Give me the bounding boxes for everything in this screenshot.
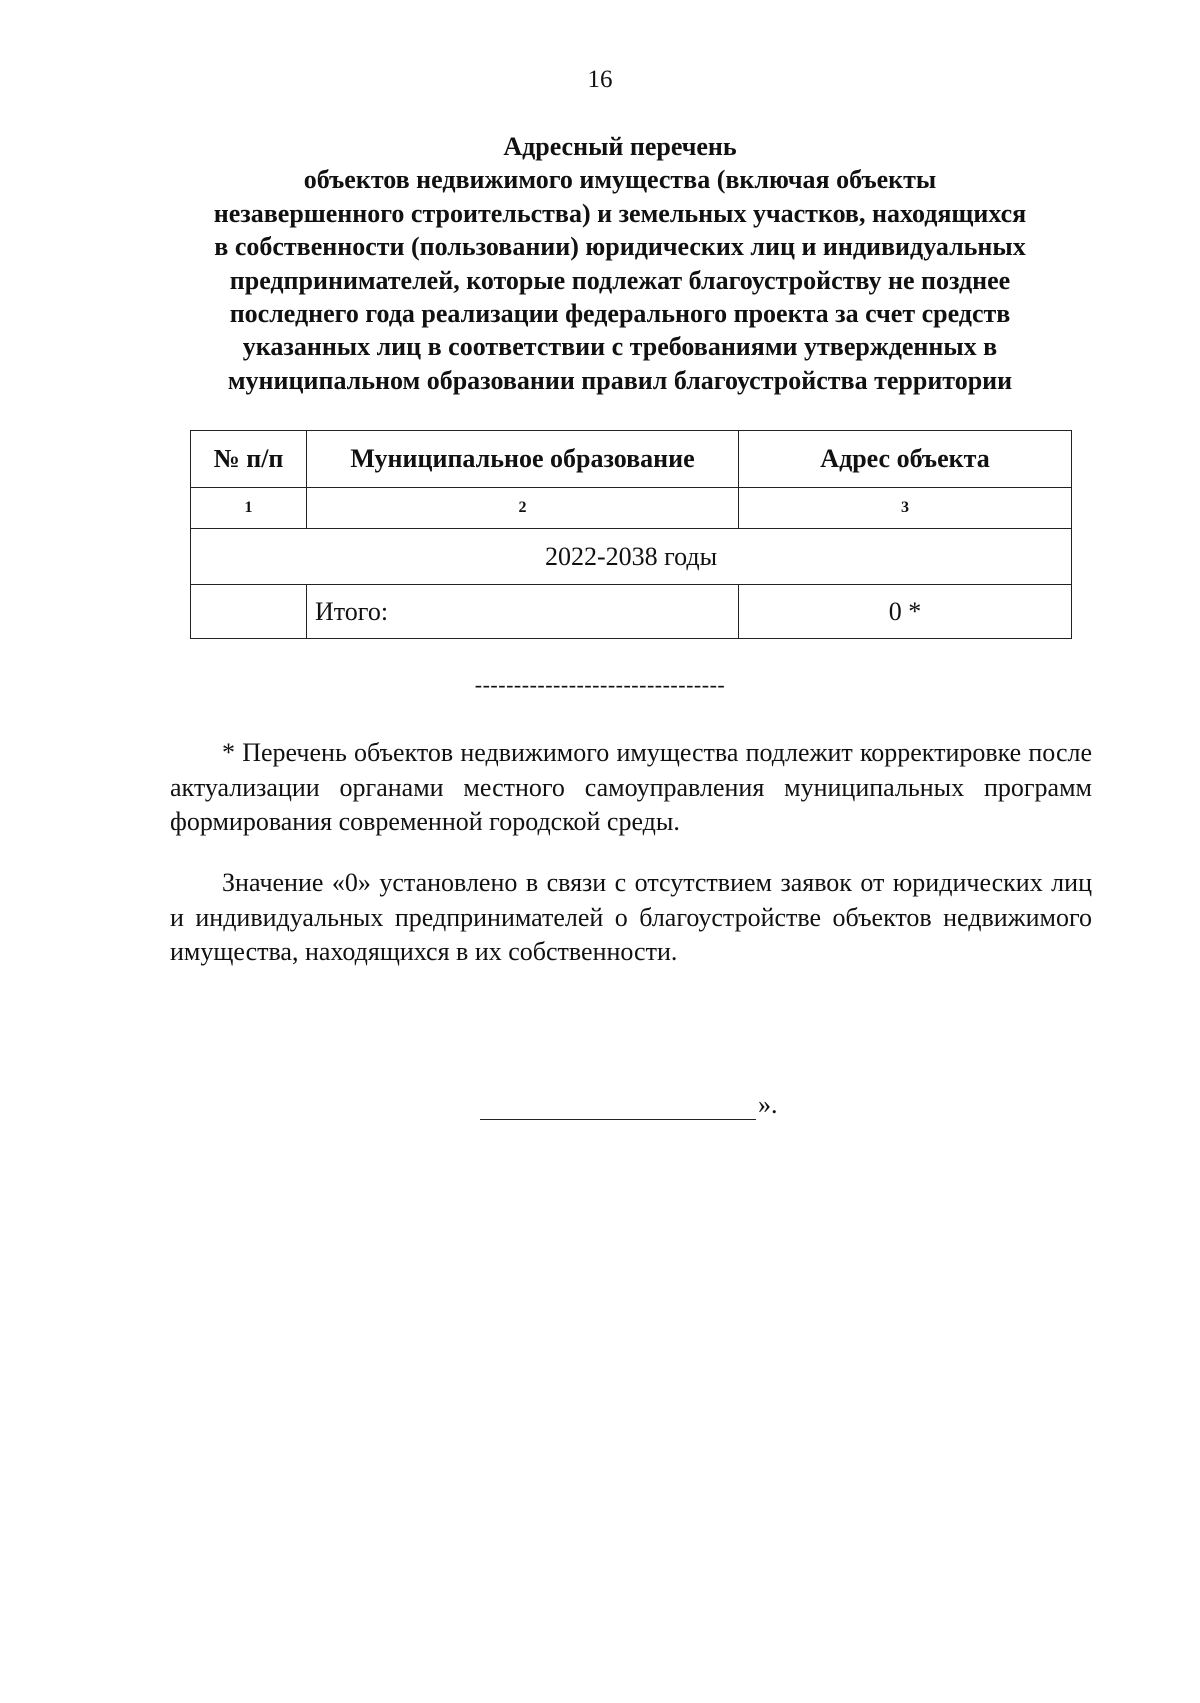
total-value: 0 * xyxy=(739,585,1072,639)
closing-quote: ». xyxy=(758,1090,778,1119)
column-number-row xyxy=(191,488,1072,529)
title-line: незавершенного строительства) и земельных участков, находящихся xyxy=(213,198,1027,228)
header-address: Адрес объекта xyxy=(739,431,1072,488)
column-number: 3 xyxy=(739,488,1072,529)
column-number: 2 xyxy=(307,488,739,529)
column-number: 1 xyxy=(191,488,307,529)
title-line: муниципальном образовании правил благоустройства территории xyxy=(227,365,1013,395)
period-label: 2022-2038 годы xyxy=(191,529,1072,585)
table-header-row xyxy=(191,431,1072,488)
footnote-paragraph: * Перечень объектов недвижимого имущества подлежит корректировке после актуализации органами местного самоуправления муниципальных программ формирования современной городской среды. xyxy=(170,738,1092,837)
header-municipality: Муниципальное образование xyxy=(307,431,739,488)
title-line: Адресный перечень xyxy=(503,132,737,161)
closing-mark xyxy=(480,1090,778,1120)
total-label: Итого: xyxy=(307,585,739,639)
footnote-separator: -------------------------------- xyxy=(474,672,726,697)
total-row xyxy=(191,585,1072,639)
document-title xyxy=(150,130,1090,397)
title-line: последнего года реализации федерального проекта за счет средств xyxy=(229,299,1011,329)
title-line: в собственности (пользовании) юридических лиц и индивидуальных xyxy=(214,232,1026,262)
explanation-paragraph: Значение «0» установлено в связи с отсутствием заявок от юридических лиц и индивидуальных предпринимателей о благоустройстве объектов недвижимого имущества, находящихся в их собственности. xyxy=(170,868,1092,967)
period-row xyxy=(191,529,1072,585)
total-empty-cell xyxy=(191,585,307,639)
title-line: указанных лиц в соответствии с требованиями утвержденных в xyxy=(242,332,998,362)
header-number: № п/п xyxy=(191,431,307,488)
closing-underline xyxy=(480,1095,756,1120)
title-line: объектов недвижимого имущества (включая объекты xyxy=(303,165,937,195)
address-list-table xyxy=(190,430,1072,639)
title-line: предпринимателей, которые подлежат благоустройству не позднее xyxy=(229,265,1011,295)
page-number: 16 xyxy=(587,66,613,93)
